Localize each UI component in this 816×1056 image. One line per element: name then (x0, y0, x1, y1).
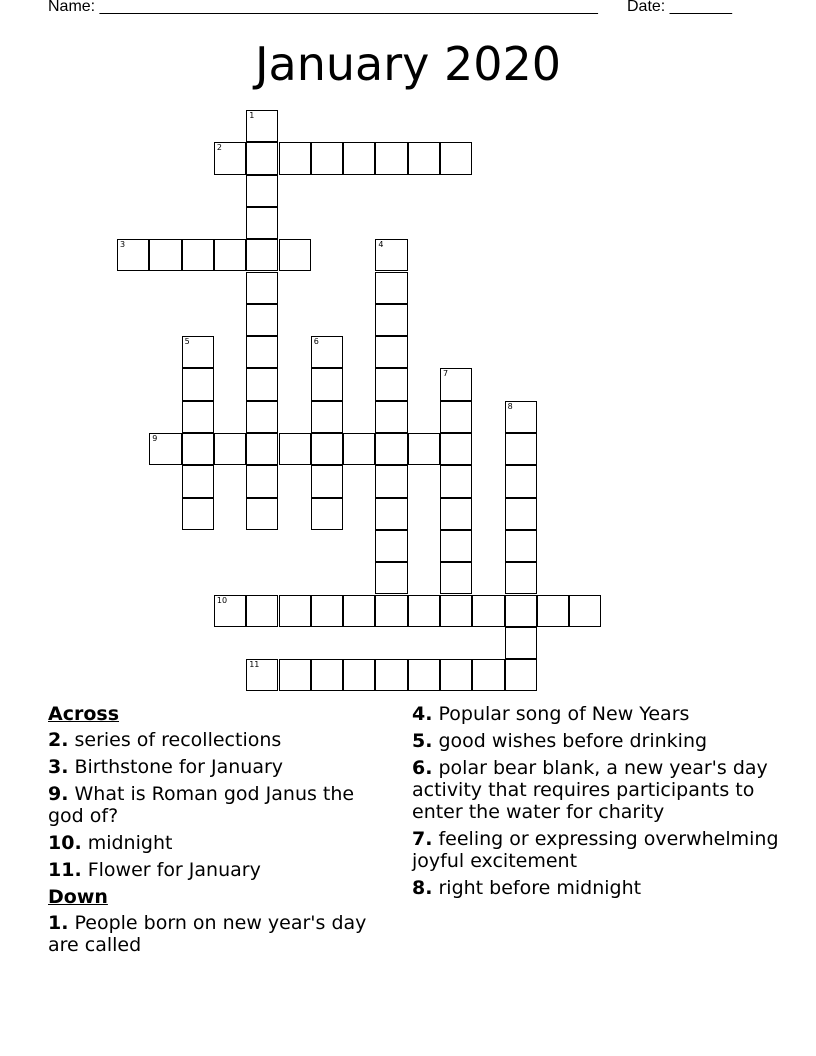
grid-cell[interactable] (375, 239, 407, 271)
grid-cell[interactable] (182, 433, 214, 465)
grid-cell[interactable] (505, 401, 537, 433)
clue-item (412, 730, 782, 752)
grid-cell[interactable] (311, 659, 343, 691)
grid-cell[interactable] (246, 498, 278, 530)
clue-item-number: 8. (412, 877, 433, 899)
grid-cell[interactable] (375, 595, 407, 627)
grid-cell[interactable] (246, 110, 278, 142)
grid-cell[interactable] (343, 659, 375, 691)
clue-item (48, 912, 388, 956)
clue-item-text: Birthstone for January (68, 756, 284, 778)
grid-cell[interactable] (149, 239, 181, 271)
page-title: January 2020 (254, 37, 562, 91)
grid-cell[interactable] (246, 433, 278, 465)
grid-cell[interactable] (246, 595, 278, 627)
grid-cell[interactable] (440, 562, 472, 594)
clue-item-number: 2. (48, 729, 69, 751)
grid-cell[interactable] (149, 433, 181, 465)
clue-number: 10 (216, 595, 228, 605)
grid-cell[interactable] (408, 595, 440, 627)
clue-item-number: 1. (48, 912, 69, 934)
clue-number: 3 (120, 240, 126, 250)
clue-item-text: Flower for January (81, 859, 261, 881)
grid-cell[interactable] (505, 562, 537, 594)
clue-number: 11 (249, 660, 260, 670)
grid-cell[interactable] (214, 239, 246, 271)
grid-cell[interactable] (279, 239, 311, 271)
clue-item (48, 832, 388, 854)
grid-cell[interactable] (279, 142, 311, 174)
grid-cell[interactable] (537, 595, 569, 627)
grid-cell[interactable] (375, 142, 407, 174)
clue-item-number: 3. (48, 756, 69, 778)
grid-cell[interactable] (375, 368, 407, 400)
clues-left-column (48, 703, 388, 961)
date-line: _______ (669, 0, 732, 15)
across-clue-list (48, 729, 388, 881)
clue-item-text: right before midnight (432, 877, 642, 899)
grid-cell[interactable] (505, 498, 537, 530)
grid-cell[interactable] (182, 498, 214, 530)
grid-cell[interactable] (182, 336, 214, 368)
grid-cell[interactable] (505, 659, 537, 691)
date-label: Date: (627, 0, 666, 15)
grid-cell[interactable] (440, 433, 472, 465)
grid-cell[interactable] (246, 659, 278, 691)
grid-cell[interactable] (375, 530, 407, 562)
grid-cell[interactable] (375, 304, 407, 336)
grid-cell[interactable] (311, 465, 343, 497)
grid-cell[interactable] (505, 627, 537, 659)
grid-cell[interactable] (375, 401, 407, 433)
grid-cell[interactable] (569, 595, 601, 627)
grid-cell[interactable] (343, 142, 375, 174)
grid-cell[interactable] (246, 239, 278, 271)
clue-item-text: midnight (81, 832, 173, 854)
clue-item-text: Popular song of New Years (432, 703, 690, 725)
grid-cell[interactable] (246, 465, 278, 497)
grid-cell[interactable] (375, 272, 407, 304)
grid-cell[interactable] (246, 175, 278, 207)
clue-number: 7 (443, 369, 449, 379)
clue-item-number: 11. (48, 859, 82, 881)
clue-item (412, 828, 782, 872)
clue-item (48, 756, 388, 778)
grid-cell[interactable] (117, 239, 149, 271)
grid-cell[interactable] (214, 595, 246, 627)
grid-cell[interactable] (440, 465, 472, 497)
grid-cell[interactable] (408, 433, 440, 465)
clue-number: 2 (216, 143, 222, 153)
clue-item (48, 859, 388, 881)
clue-item (48, 729, 388, 751)
grid-cell[interactable] (472, 659, 504, 691)
down-clue-list-left (48, 912, 388, 956)
grid-cell[interactable] (182, 368, 214, 400)
clue-number: 9 (152, 434, 158, 443)
grid-cell[interactable] (214, 142, 246, 174)
grid-cell[interactable] (375, 336, 407, 368)
grid-cell[interactable] (505, 465, 537, 497)
grid-cell[interactable] (440, 659, 472, 691)
clue-item (412, 877, 782, 899)
clue-item-text: feeling or expressing overwhelming joyful excitement (412, 828, 779, 872)
grid-cell[interactable] (214, 433, 246, 465)
grid-cell[interactable] (505, 433, 537, 465)
clue-item (48, 783, 388, 827)
grid-cell[interactable] (246, 272, 278, 304)
grid-cell[interactable] (182, 465, 214, 497)
grid-cell[interactable] (311, 401, 343, 433)
clue-item-number: 10. (48, 832, 82, 854)
grid-cell[interactable] (408, 142, 440, 174)
grid-cell[interactable] (311, 368, 343, 400)
clue-item-text: polar bear blank, a new year's day activity that requires participants to enter the water for charity (412, 757, 768, 823)
grid-cell[interactable] (440, 401, 472, 433)
grid-cell[interactable] (246, 368, 278, 400)
clue-item-text: People born on new year's day are called (48, 912, 367, 956)
grid-cell[interactable] (343, 433, 375, 465)
clue-item-number: 7. (412, 828, 433, 850)
name-label: Name: (48, 0, 96, 15)
grid-cell[interactable] (375, 659, 407, 691)
grid-cell[interactable] (408, 659, 440, 691)
name-line: ________________________________________________________ (99, 0, 598, 15)
grid-cell[interactable] (246, 304, 278, 336)
grid-cell[interactable] (311, 142, 343, 174)
clues-right-column (412, 703, 782, 904)
grid-cell[interactable] (375, 465, 407, 497)
grid-cell[interactable] (375, 562, 407, 594)
grid-cell[interactable] (375, 433, 407, 465)
grid-cell[interactable] (505, 530, 537, 562)
clue-item-text: series of recollections (68, 729, 282, 751)
grid-cell[interactable] (182, 239, 214, 271)
grid-cell[interactable] (311, 336, 343, 368)
grid-cell[interactable] (279, 659, 311, 691)
clue-item-number: 5. (412, 730, 433, 752)
clue-item-text: good wishes before drinking (432, 730, 708, 752)
grid-cell[interactable] (375, 498, 407, 530)
grid-cell[interactable] (440, 498, 472, 530)
grid-cell[interactable] (472, 595, 504, 627)
clue-number: 6 (313, 337, 319, 347)
grid-cell[interactable] (311, 433, 343, 465)
clue-item-number: 9. (48, 783, 69, 805)
across-heading: Across (48, 703, 120, 725)
grid-cell[interactable] (505, 595, 537, 627)
down-heading: Down (48, 886, 108, 908)
grid-cell[interactable] (311, 595, 343, 627)
clue-item (412, 703, 782, 725)
grid-cell[interactable] (311, 498, 343, 530)
grid-cell[interactable] (279, 595, 311, 627)
clue-number: 4 (378, 240, 384, 250)
clue-item-number: 6. (412, 757, 433, 779)
clue-number: 8 (507, 401, 513, 411)
clue-item (412, 757, 782, 823)
grid-cell[interactable] (246, 401, 278, 433)
grid-cell[interactable] (343, 595, 375, 627)
grid-cell[interactable] (279, 433, 311, 465)
grid-cell[interactable] (246, 207, 278, 239)
clue-item-text: What is Roman god Janus the god of? (48, 783, 355, 827)
grid-cell[interactable] (440, 142, 472, 174)
down-clue-list-right (412, 703, 782, 899)
grid-cell[interactable] (440, 530, 472, 562)
clue-number: 5 (184, 337, 190, 347)
grid-cell[interactable] (246, 142, 278, 174)
grid-cell[interactable] (246, 336, 278, 368)
grid-cell[interactable] (182, 401, 214, 433)
clue-number: 1 (249, 111, 255, 120)
grid-cell[interactable] (440, 368, 472, 400)
grid-cell[interactable] (440, 595, 472, 627)
clue-item-number: 4. (412, 703, 433, 725)
